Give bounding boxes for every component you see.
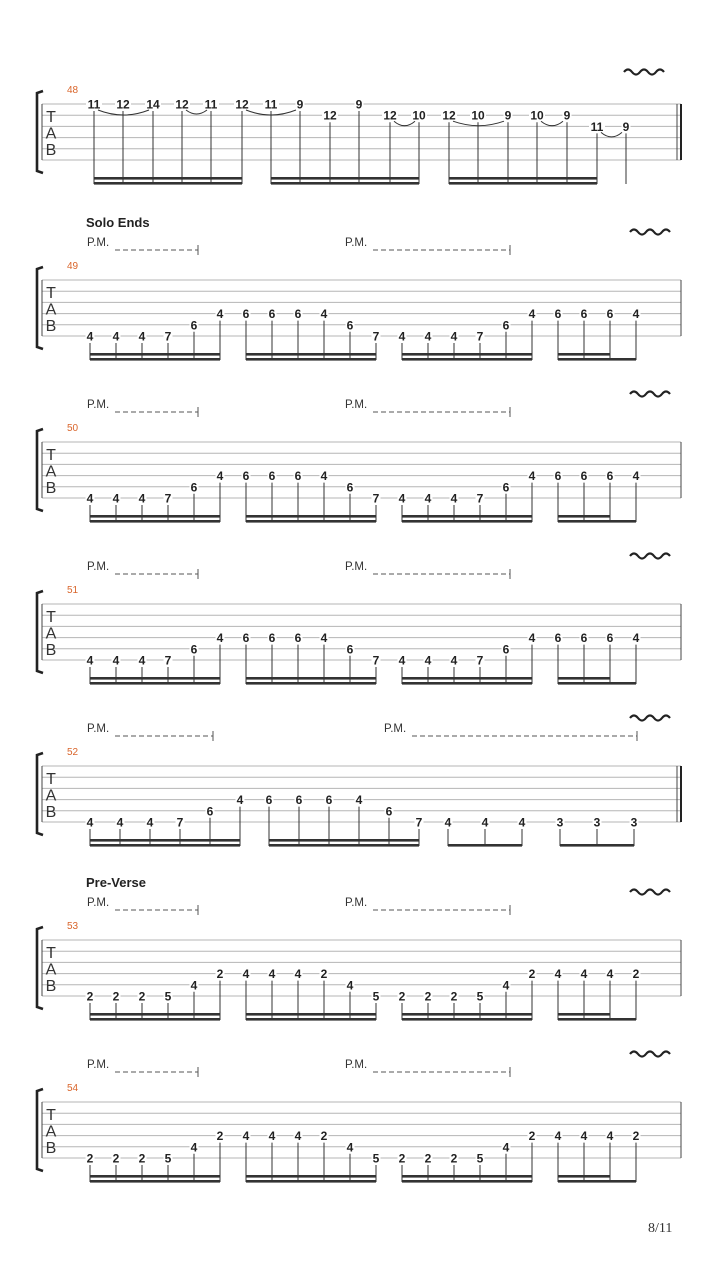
beam-secondary — [90, 515, 220, 518]
fret-number: 2 — [138, 1151, 146, 1166]
beam-secondary — [402, 1013, 532, 1016]
fret-number: 4 — [580, 967, 588, 982]
fret-number: 6 — [606, 307, 614, 322]
tab-clef-letter: B — [45, 804, 57, 821]
fret-number: 6 — [190, 480, 198, 495]
fret-number: 4 — [216, 307, 224, 322]
fret-number: 2 — [216, 1129, 224, 1144]
fret-number: 4 — [632, 469, 640, 484]
fret-number: 4 — [444, 815, 452, 830]
vibrato-icon — [624, 70, 664, 75]
beam-primary — [246, 1180, 376, 1183]
fret-number: 7 — [164, 491, 172, 506]
fret-number: 6 — [606, 631, 614, 646]
fret-number: 6 — [190, 318, 198, 333]
beam-secondary — [246, 515, 376, 518]
fret-number: 7 — [164, 653, 172, 668]
tab-system-49 — [37, 215, 681, 361]
fret-number: 12 — [116, 97, 130, 112]
fret-number: 12 — [323, 108, 337, 123]
fret-number: 12 — [442, 108, 456, 123]
fret-number: 4 — [528, 469, 536, 484]
beam-primary — [402, 520, 532, 523]
beam-primary — [558, 520, 636, 523]
fret-number: 6 — [554, 469, 562, 484]
fret-number: 2 — [112, 1151, 120, 1166]
tab-clef-letter: A — [45, 463, 57, 481]
beam-secondary — [558, 1013, 610, 1016]
beam-primary — [246, 682, 376, 685]
beam-secondary — [246, 353, 376, 356]
beam-secondary — [90, 1013, 220, 1016]
tab-clef-letter: T — [46, 609, 56, 626]
measure-number: 53 — [67, 921, 79, 932]
beam-secondary — [90, 677, 220, 680]
beam-secondary — [246, 677, 376, 680]
fret-number: 6 — [346, 642, 354, 657]
beam-primary — [269, 844, 419, 847]
fret-number: 2 — [424, 1151, 432, 1166]
fret-number: 4 — [242, 1129, 250, 1144]
beam-secondary — [402, 353, 532, 356]
fret-number: 11 — [264, 97, 278, 112]
fret-number: 6 — [580, 307, 588, 322]
fret-number: 4 — [190, 1140, 198, 1155]
beam-primary — [402, 682, 532, 685]
measure-number: 48 — [67, 85, 79, 96]
palm-mute-label: P.M. — [345, 1059, 368, 1071]
beam-primary — [558, 1018, 636, 1021]
tab-system-48 — [37, 70, 681, 185]
fret-number: 4 — [424, 329, 432, 344]
fret-number: 4 — [190, 978, 198, 993]
fret-number: 4 — [268, 967, 276, 982]
beam-primary — [271, 182, 419, 185]
fret-number: 4 — [632, 631, 640, 646]
fret-number: 7 — [372, 491, 380, 506]
tab-clef-letter: A — [45, 961, 57, 979]
fret-number: 6 — [502, 642, 510, 657]
tab-clef-letter: T — [46, 447, 56, 464]
fret-number: 4 — [116, 815, 124, 830]
palm-mute-label: P.M. — [87, 723, 110, 735]
beam-primary — [448, 844, 522, 847]
fret-number: 9 — [296, 97, 304, 112]
tab-clef-letter: A — [45, 1123, 57, 1141]
fret-number: 6 — [242, 631, 250, 646]
tab-clef-letter: A — [45, 301, 57, 319]
beam-secondary — [558, 353, 610, 356]
vibrato-icon — [630, 1052, 670, 1057]
fret-number: 7 — [164, 329, 172, 344]
beam-primary — [90, 1180, 220, 1183]
fret-number: 14 — [146, 97, 160, 112]
beam-secondary — [558, 677, 610, 680]
fret-number: 2 — [86, 989, 94, 1004]
vibrato-icon — [630, 716, 670, 721]
beam-primary — [246, 358, 376, 361]
tab-clef-letter: A — [45, 787, 57, 805]
fret-number: 4 — [502, 1140, 510, 1155]
page-number: 8/11 — [648, 1221, 673, 1236]
palm-mute-label: P.M. — [345, 399, 368, 411]
fret-number: 6 — [554, 631, 562, 646]
fret-number: 4 — [138, 491, 146, 506]
measure-number: 50 — [67, 423, 79, 434]
beam-primary — [90, 520, 220, 523]
fret-number: 6 — [325, 793, 333, 808]
beam-primary — [558, 1180, 636, 1183]
fret-number: 5 — [372, 989, 380, 1004]
tab-clef-letter: T — [46, 1107, 56, 1124]
fret-number: 6 — [502, 480, 510, 495]
fret-number: 10 — [412, 108, 426, 123]
tab-clef-letter: A — [45, 125, 57, 143]
palm-mute-label: P.M. — [345, 237, 368, 249]
palm-mute-label: P.M. — [345, 897, 368, 909]
fret-number: 2 — [424, 989, 432, 1004]
tab-system-53 — [37, 875, 681, 1021]
fret-number: 4 — [398, 653, 406, 668]
fret-number: 7 — [176, 815, 184, 830]
fret-number: 6 — [268, 631, 276, 646]
beam-primary — [90, 844, 240, 847]
palm-mute-label: P.M. — [384, 723, 407, 735]
fret-number: 9 — [504, 108, 512, 123]
tab-clef-letter: B — [45, 480, 57, 497]
fret-number: 4 — [481, 815, 489, 830]
fret-number: 2 — [632, 1129, 640, 1144]
fret-number: 4 — [450, 653, 458, 668]
fret-number: 2 — [528, 967, 536, 982]
beam-secondary — [402, 677, 532, 680]
beam-secondary — [271, 177, 419, 180]
beam-primary — [402, 1180, 532, 1183]
fret-number: 4 — [424, 653, 432, 668]
fret-number: 5 — [476, 1151, 484, 1166]
vibrato-icon — [630, 230, 670, 235]
fret-number: 4 — [294, 967, 302, 982]
fret-number: 2 — [398, 1151, 406, 1166]
palm-mute-label: P.M. — [87, 399, 110, 411]
fret-number: 4 — [236, 793, 244, 808]
fret-number: 4 — [450, 491, 458, 506]
fret-number: 4 — [518, 815, 526, 830]
vibrato-icon — [630, 392, 670, 397]
beam-secondary — [558, 1175, 610, 1178]
tab-system-51 — [37, 554, 681, 685]
fret-number: 7 — [415, 815, 423, 830]
fret-number: 4 — [606, 1129, 614, 1144]
fret-number: 4 — [86, 329, 94, 344]
fret-number: 6 — [268, 307, 276, 322]
fret-number: 2 — [320, 967, 328, 982]
measure-number: 54 — [67, 1083, 79, 1094]
fret-number: 7 — [476, 329, 484, 344]
fret-number: 2 — [112, 989, 120, 1004]
fret-number: 2 — [138, 989, 146, 1004]
beam-primary — [90, 1018, 220, 1021]
fret-number: 9 — [563, 108, 571, 123]
beam-secondary — [90, 1175, 220, 1178]
fret-number: 4 — [554, 1129, 562, 1144]
fret-number: 4 — [580, 1129, 588, 1144]
fret-number: 6 — [580, 469, 588, 484]
fret-number: 4 — [398, 329, 406, 344]
tab-clef-letter: B — [45, 978, 57, 995]
slur-arc — [601, 132, 622, 137]
fret-number: 5 — [372, 1151, 380, 1166]
fret-number: 12 — [235, 97, 249, 112]
fret-number: 4 — [138, 329, 146, 344]
fret-number: 4 — [554, 967, 562, 982]
fret-number: 10 — [530, 108, 544, 123]
beam-secondary — [246, 1013, 376, 1016]
beam-secondary — [402, 1175, 532, 1178]
palm-mute-label: P.M. — [87, 561, 110, 573]
fret-number: 4 — [528, 631, 536, 646]
fret-number: 4 — [216, 631, 224, 646]
fret-number: 6 — [346, 480, 354, 495]
fret-number: 4 — [502, 978, 510, 993]
fret-number: 4 — [346, 1140, 354, 1155]
fret-number: 4 — [138, 653, 146, 668]
tab-clef-letter: B — [45, 318, 57, 335]
fret-number: 2 — [450, 989, 458, 1004]
fret-number: 4 — [424, 491, 432, 506]
beam-secondary — [402, 515, 532, 518]
fret-number: 4 — [86, 491, 94, 506]
fret-number: 4 — [268, 1129, 276, 1144]
vibrato-icon — [630, 890, 670, 895]
fret-number: 3 — [630, 815, 638, 830]
fret-number: 11 — [204, 97, 218, 112]
fret-number: 4 — [355, 793, 363, 808]
palm-mute-label: P.M. — [87, 1059, 110, 1071]
beam-primary — [90, 358, 220, 361]
tab-clef-letter: A — [45, 625, 57, 643]
fret-number: 7 — [372, 329, 380, 344]
tab-clef-letter: B — [45, 642, 57, 659]
fret-number: 4 — [86, 815, 94, 830]
fret-number: 4 — [320, 631, 328, 646]
fret-number: 12 — [383, 108, 397, 123]
fret-number: 4 — [294, 1129, 302, 1144]
fret-number: 10 — [471, 108, 485, 123]
fret-number: 12 — [175, 97, 189, 112]
beam-secondary — [94, 177, 242, 180]
beam-primary — [90, 682, 220, 685]
fret-number: 6 — [190, 642, 198, 657]
beam-primary — [449, 182, 597, 185]
fret-number: 4 — [450, 329, 458, 344]
fret-number: 4 — [320, 307, 328, 322]
fret-number: 2 — [398, 989, 406, 1004]
tab-system-52 — [37, 716, 681, 847]
fret-number: 4 — [216, 469, 224, 484]
fret-number: 6 — [268, 469, 276, 484]
fret-number: 6 — [242, 307, 250, 322]
fret-number: 6 — [294, 631, 302, 646]
palm-mute-label: P.M. — [87, 237, 110, 249]
fret-number: 2 — [86, 1151, 94, 1166]
slur-arc — [541, 121, 563, 126]
fret-number: 4 — [528, 307, 536, 322]
fret-number: 2 — [320, 1129, 328, 1144]
fret-number: 6 — [294, 307, 302, 322]
tab-clef-letter: B — [45, 142, 57, 159]
fret-number: 6 — [502, 318, 510, 333]
fret-number: 11 — [590, 119, 604, 134]
beam-secondary — [246, 1175, 376, 1178]
fret-number: 4 — [242, 967, 250, 982]
fret-number: 4 — [112, 653, 120, 668]
beam-primary — [402, 358, 532, 361]
beam-primary — [246, 520, 376, 523]
fret-number: 6 — [294, 469, 302, 484]
fret-number: 6 — [385, 804, 393, 819]
fret-number: 3 — [556, 815, 564, 830]
fret-number: 4 — [112, 491, 120, 506]
fret-number: 6 — [580, 631, 588, 646]
fret-number: 6 — [265, 793, 273, 808]
fret-number: 6 — [346, 318, 354, 333]
fret-number: 7 — [476, 491, 484, 506]
fret-number: 4 — [320, 469, 328, 484]
fret-number: 9 — [622, 119, 630, 134]
fret-number: 4 — [398, 491, 406, 506]
fret-number: 4 — [632, 307, 640, 322]
fret-number: 2 — [450, 1151, 458, 1166]
fret-number: 7 — [372, 653, 380, 668]
palm-mute-label: P.M. — [87, 897, 110, 909]
beam-primary — [560, 844, 634, 847]
fret-number: 3 — [593, 815, 601, 830]
beam-secondary — [269, 839, 419, 842]
fret-number: 4 — [346, 978, 354, 993]
beam-secondary — [558, 515, 610, 518]
fret-number: 2 — [528, 1129, 536, 1144]
fret-number: 4 — [606, 967, 614, 982]
fret-number: 6 — [242, 469, 250, 484]
fret-number: 6 — [606, 469, 614, 484]
beam-secondary — [90, 839, 240, 842]
vibrato-icon — [630, 554, 670, 559]
palm-mute-label: P.M. — [345, 561, 368, 573]
fret-number: 5 — [164, 1151, 172, 1166]
fret-number: 11 — [87, 97, 101, 112]
measure-number: 49 — [67, 261, 79, 272]
tab-clef-letter: T — [46, 285, 56, 302]
beam-primary — [246, 1018, 376, 1021]
fret-number: 6 — [554, 307, 562, 322]
beam-primary — [558, 358, 636, 361]
tab-clef-letter: T — [46, 771, 56, 788]
beam-secondary — [449, 177, 597, 180]
fret-number: 7 — [476, 653, 484, 668]
section-title: Pre-Verse — [86, 875, 146, 890]
measure-number: 51 — [67, 585, 79, 596]
beam-primary — [558, 682, 636, 685]
fret-number: 4 — [146, 815, 154, 830]
tab-clef-letter: T — [46, 109, 56, 126]
fret-number: 2 — [632, 967, 640, 982]
beam-secondary — [90, 353, 220, 356]
fret-number: 4 — [112, 329, 120, 344]
fret-number: 6 — [206, 804, 214, 819]
beam-primary — [94, 182, 242, 185]
measure-number: 52 — [67, 747, 79, 758]
fret-number: 5 — [164, 989, 172, 1004]
fret-number: 9 — [355, 97, 363, 112]
tab-clef-letter: B — [45, 1140, 57, 1157]
fret-number: 6 — [295, 793, 303, 808]
beam-primary — [402, 1018, 532, 1021]
tab-system-54 — [37, 1052, 681, 1183]
tab-clef-letter: T — [46, 945, 56, 962]
fret-number: 5 — [476, 989, 484, 1004]
fret-number: 4 — [86, 653, 94, 668]
tab-system-50 — [37, 392, 681, 523]
fret-number: 2 — [216, 967, 224, 982]
section-title: Solo Ends — [86, 215, 150, 230]
